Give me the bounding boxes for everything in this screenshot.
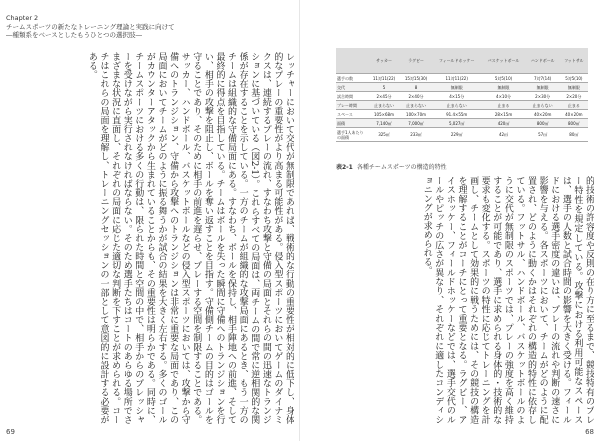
table-row (336, 74, 588, 83)
table-row (336, 119, 588, 128)
table-cell: 80㎡ (560, 128, 588, 142)
table-cell: 229㎡ (432, 128, 481, 142)
table-cell: 2×45分 (368, 92, 400, 101)
running-subheading: ―種類系をベースとしたもうひとつの選択肢― (6, 31, 143, 39)
table-cell: 800㎡ (526, 119, 560, 128)
table-cell: 止まらない (526, 101, 560, 110)
table-cell: 91.4×55m (432, 110, 481, 119)
row-label: 選手の数 (336, 74, 368, 83)
table-row (336, 110, 588, 119)
table-cell: 11対11(22) (432, 74, 481, 83)
table-cell: 2×40分 (400, 92, 432, 101)
table-cell: 105×68m (368, 110, 400, 119)
table-cell: 2×30分 (526, 92, 560, 101)
table-header-cell: ラグビー (400, 48, 432, 74)
page-number-left: 69 (6, 428, 15, 436)
table-cell: 40×20m (560, 110, 588, 119)
table-cell: 無制限 (481, 83, 525, 92)
right-body-paragraph: 的技術の許容度や反則の在り方に至るまで、競技特有のプレー特性を規定している。攻撃における利用可能なスペースは、選手の人数と試合時間の影響を大きく受ける。フィールドにおける選手密度の違いは、プレーの流れや判断の速さに影響を与える。各スポーツにおいて、チームがどのように配置され、どのように動くかはそれぞれの構造的特性に依存している。フットサル、ハンドボール、バスケットボールのように交代が無制限のスポーツでは、プレーの強度を高く維持することが可能であり、選手に求められる身体的・技術的な要求も変化する。スポーツの特性に応じてトレーニングを計画し、チームとして効果的に戦うためには、その競技の構造を理解することがコーチにとって重要となる。ラグビー、アイスホッケー、フィールドホッケーなどでは、選手交代のルールやピッチの広さが異なり、それぞれに適したコンディショニングが求められる。 (421, 176, 594, 424)
table-row (336, 83, 588, 92)
table-cell: 無制限 (432, 83, 481, 92)
table-header-cell: バスケットボール (481, 48, 525, 74)
table-cell: 800㎡ (560, 119, 588, 128)
table-cell: 11対11(22) (368, 74, 400, 83)
table-cell: 2×20分 (560, 92, 588, 101)
table-cell: 止まらない (400, 101, 432, 110)
table-row (336, 101, 588, 110)
table-cell: 無制限 (526, 83, 560, 92)
table-cell: 42㎡ (481, 128, 525, 142)
row-label: 選手1人あたりの面積 (336, 128, 368, 142)
running-heading: チームスポーツの新たなトレーニング理論と実践に向けて (6, 23, 175, 31)
row-label: スペース (336, 110, 368, 119)
table-cell: 57㎡ (526, 128, 560, 142)
table-header-cell: ハンドボール (526, 48, 560, 74)
table-cell: 40×20m (526, 110, 560, 119)
table-cell: 5対5(10) (481, 74, 525, 83)
table-cell: 5対5(10) (560, 74, 588, 83)
table-cell: 止まらない (432, 101, 481, 110)
table-row (336, 92, 588, 101)
chapter-label: Chapter 2 (6, 14, 39, 22)
row-label: 試合時間 (336, 92, 368, 101)
row-label: 面積 (336, 119, 368, 128)
table-caption-text: 各種チームスポーツの構造的特性 (356, 164, 447, 171)
table-cell: 無制限 (560, 83, 588, 92)
sports-comparison-table (336, 48, 588, 142)
table-cell: 7,000㎡ (400, 119, 432, 128)
row-label: 交代 (336, 83, 368, 92)
table-cell: 325㎡ (368, 128, 400, 142)
table-cell: 止まる (481, 101, 525, 110)
table-cell: 7対7(14) (526, 74, 560, 83)
row-label: プレー時間 (336, 101, 368, 110)
left-body-text (6, 52, 294, 424)
table-cell: 15対15(30) (400, 74, 432, 83)
table-cell: 5,027㎡ (432, 119, 481, 128)
right-body-text (306, 176, 594, 424)
table-row (336, 128, 588, 142)
table-cell: 止まる (560, 101, 588, 110)
table-cell: 420㎡ (481, 119, 525, 128)
table-cell: 止まらない (368, 101, 400, 110)
page-number-right: 68 (585, 428, 594, 436)
table-cell: 7,140㎡ (368, 119, 400, 128)
table-header-cell: フィールドホッケー (432, 48, 481, 74)
right-page (300, 0, 600, 441)
table-caption (336, 162, 447, 171)
table-caption-id: 表2-1 (336, 164, 353, 171)
table-cell: 8 (400, 83, 432, 92)
table-cell: 233㎡ (400, 128, 432, 142)
table-header-cell: フットサル (560, 48, 588, 74)
left-body-paragraph: レッチャーにおいて交代が無制限であれば、戦術的な行動の重要性が相対的に低下し、身体的なプレーの重要性がより高まる可能性がある。侵入型スポーツにおいてゲームのダイナミクスは、連続するプレーの流れ、すなわち攻撃と守備の局面とそれらの間の迅速なトランジションに基づいている（図2-1）。これらすべての局面は、両チームの間で常に逆相関的な関係が存在することを示している。一方のチームが組織的な攻撃局面にあるとき、もう一方のチームは組織的な守備局面にある。すなわち、ボールを保持し、相手陣地への前進、そして最終的に得点を目指している。チームはボールを失った瞬間に守備へのトランジションを行い、相手の攻撃を阻止し、ボールを奪い返すことを目指す。守備側チームの目的はゴールを守ることであり、そのために相手の前進を遅らせ、プレーする空間を制限することである。サッカー、ハンドボール、バスケットボールなどの侵入型スポーツにおいては、攻撃から守備へのトランジション、守備から攻撃へのトランジションは非常に重要な局面であり、この局面においてチームがどのように振る舞うかが試合の結果を大きく左右する。多くのゴールがカウンターアタックから生まれていることからも、その重要性は明らかである。同時に、チームスポーツにおける多くの行動は、限られた時間と空間の中で、相手からのプレッシャーを受けながら実行されなければならない。そのため選手たちはコートのあらゆる場所でさまざまな状況に直面し、それぞれの局面に応じた適切な判断を下すことが求められる。コーチはこれらの局面を理解し、トレーニングセッションの一部として意図的に設計する必要がある。 (86, 52, 294, 424)
table-cell: 4×15分 (432, 92, 481, 101)
table-cell: 5 (368, 83, 400, 92)
table-header-cell: サッカー (368, 48, 400, 74)
table-header-corner (336, 48, 368, 74)
table-cell: 100×70m (400, 110, 432, 119)
table-header-row (336, 48, 588, 74)
table-cell: 4×10分 (481, 92, 525, 101)
table-cell: 28×15m (481, 110, 525, 119)
